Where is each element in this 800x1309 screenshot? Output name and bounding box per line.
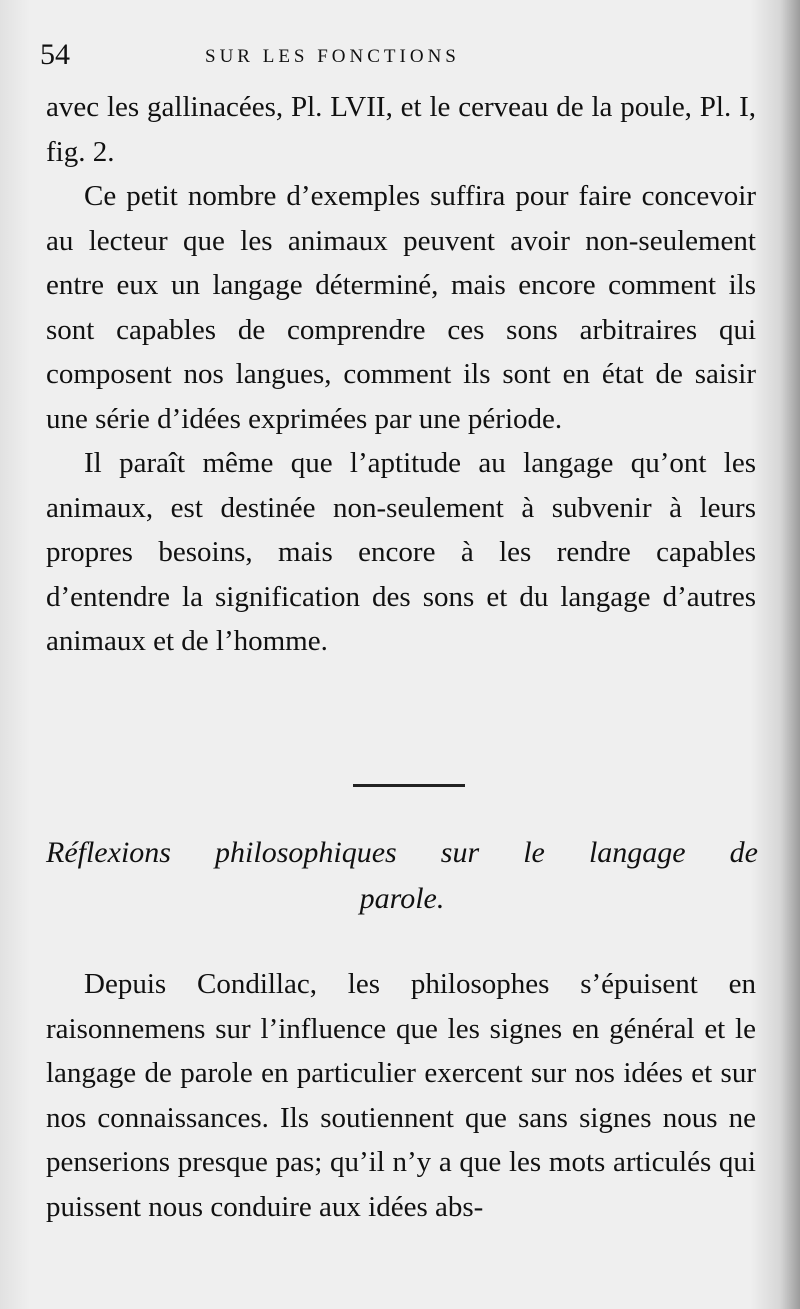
section-text-block <box>46 962 756 1229</box>
section-divider <box>353 784 465 787</box>
section-heading-line1: Réflexions philosophiques sur le langage de <box>46 836 758 869</box>
paragraph-condillac: Depuis Condillac, les philosophes s’épuisent en raisonnemens sur l’influence que les signes en général et le langage de parole en particulier exercent sur nos idées et sur nos connaissances. Ils soutiennent que sans signes nous ne penserions presque pas; qu’il n’y a que les mots articulés qui puissent nous conduire aux idées abs- <box>46 968 756 1223</box>
paragraph-continued: avec les gallinacées, Pl. LVII, et le cerveau de la poule, Pl. I, fig. 2. <box>46 91 756 168</box>
body-text-block <box>46 85 756 664</box>
section-heading-line2: parole. <box>359 882 445 915</box>
page-number: 54 <box>40 38 70 71</box>
paragraph-aptitude: Il paraît même que l’aptitude au langage qu’ont les animaux, est destinée non-seulement à subvenir à leurs propres besoins, mais encore à les rendre capables d’entendre la signification des sons et du langage d’autres animaux et de l’homme. <box>46 447 756 657</box>
section-heading <box>46 830 758 922</box>
page-header <box>40 38 740 78</box>
paragraph-examples: Ce petit nombre d’exemples suffira pour faire concevoir au lecteur que les animaux peuvent avoir non-seulement entre eux un langage déterminé, mais encore comment ils sont capables de comprendre ces sons arbitraires qui composent nos langues, comment ils sont en état de saisir une série d’idées exprimées par une période. <box>46 180 756 435</box>
running-head: SUR LES FONCTIONS <box>205 46 460 67</box>
